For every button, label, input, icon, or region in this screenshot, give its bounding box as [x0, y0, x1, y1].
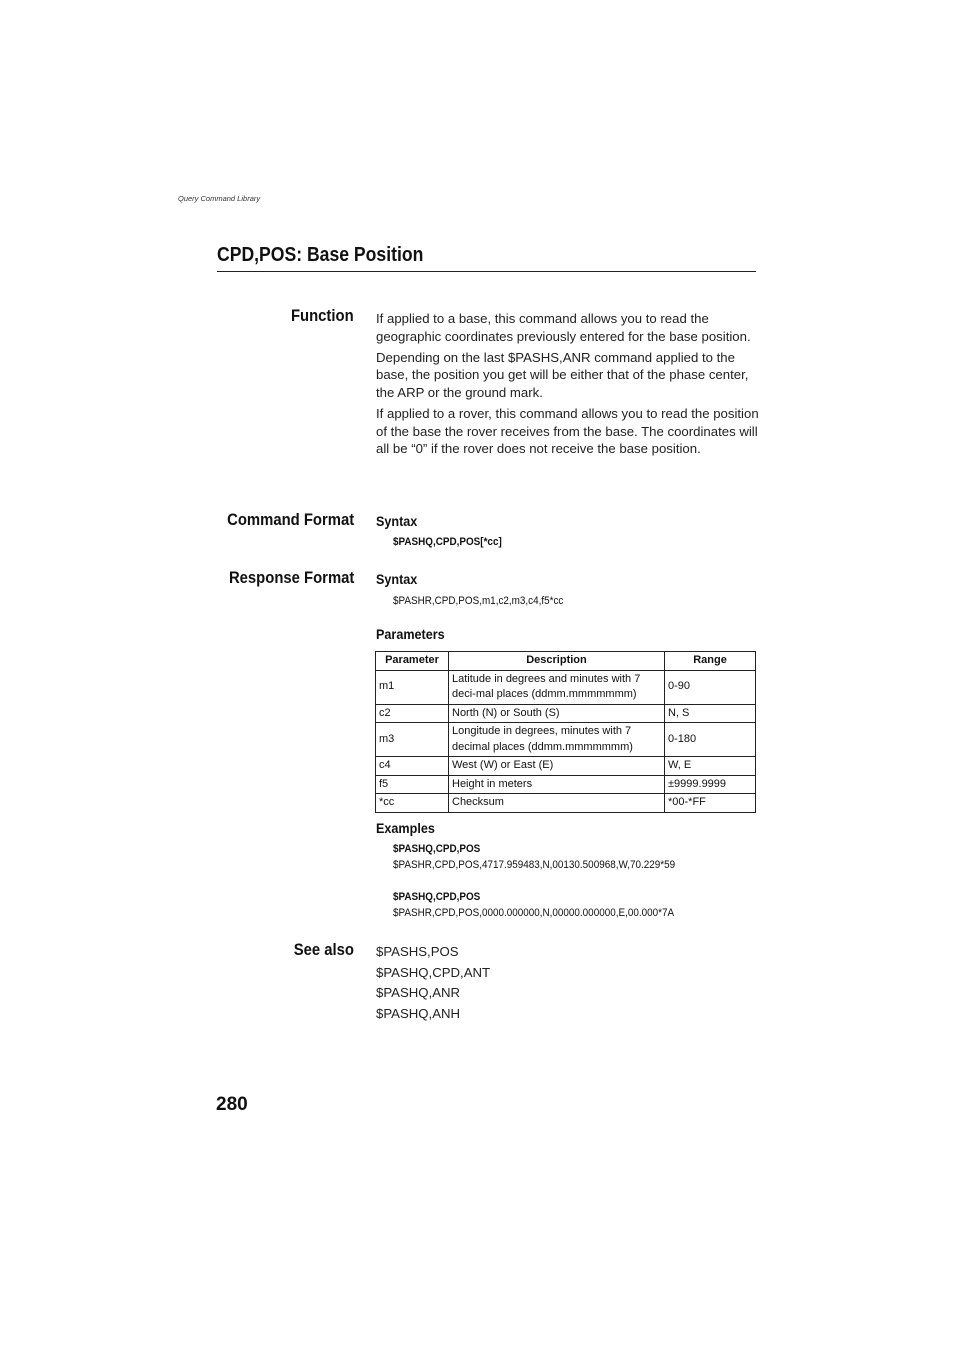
- cell-parameter: *cc: [376, 794, 449, 813]
- cell-parameter: c2: [376, 704, 449, 723]
- cell-range: 0-90: [665, 670, 756, 704]
- cell-range: 0-180: [665, 723, 756, 757]
- cell-description: Height in meters: [449, 775, 665, 794]
- example-2-query: $PASHQ,CPD,POS: [393, 891, 481, 903]
- cell-range: W, E: [665, 757, 756, 776]
- title-divider: [217, 271, 756, 272]
- parameters-table: [375, 651, 756, 813]
- table-header-row: [376, 652, 756, 671]
- response-syntax-label: Syntax: [376, 571, 418, 587]
- cell-range: ±9999.9999: [665, 775, 756, 794]
- command-syntax: $PASHQ,CPD,POS[*cc]: [393, 536, 502, 548]
- function-text: [376, 310, 760, 461]
- table-row: [376, 670, 756, 704]
- table-row: [376, 775, 756, 794]
- see-also-item: $PASHQ,ANR: [376, 985, 461, 1001]
- cell-description: North (N) or South (S): [449, 704, 665, 723]
- see-also-list: [376, 942, 490, 1025]
- see-also-item: $PASHQ,CPD,ANT: [376, 964, 491, 980]
- column-header-range: Range: [665, 652, 756, 671]
- page-number: 280: [216, 1094, 248, 1115]
- running-header: Query Command Library: [178, 194, 261, 203]
- table-row: [376, 757, 756, 776]
- see-also-heading: See also: [293, 941, 354, 959]
- cell-description: Latitude in degrees and minutes with 7 deci-mal places (ddmm.mmmmmmm): [449, 670, 665, 704]
- see-also-item: $PASHS,POS: [376, 944, 459, 959]
- column-header-description: Description: [449, 652, 665, 671]
- cell-parameter: m1: [376, 670, 449, 704]
- example-2-response: $PASHR,CPD,POS,0000.000000,N,00000.000000,E,00.000*7A: [393, 907, 675, 919]
- command-syntax-label: Syntax: [376, 513, 418, 529]
- function-paragraph-2: Depending on the last $PASHS,ANR command applied to the base, the position you get will be either that of the phase center, the ARP or the ground mark.: [376, 349, 749, 400]
- response-syntax: $PASHR,CPD,POS,m1,c2,m3,c4,f5*cc: [393, 595, 564, 607]
- cell-description: Checksum: [449, 794, 665, 813]
- command-format-heading: Command Format: [226, 511, 354, 529]
- see-also-item: $PASHQ,ANH: [376, 1006, 461, 1022]
- response-format-heading: Response Format: [228, 569, 354, 587]
- table-row: [376, 794, 756, 813]
- example-1-response: $PASHR,CPD,POS,4717.959483,N,00130.500968,W,70.229*59: [393, 859, 676, 871]
- cell-description: West (W) or East (E): [449, 757, 665, 776]
- cell-range: N, S: [665, 704, 756, 723]
- table-row: [376, 704, 756, 723]
- examples-label: Examples: [376, 820, 435, 836]
- function-paragraph-3: If applied to a rover, this command allows you to read the position of the base the rover receives from the base. The coordinates will all be “0” if the rover does not receive the base position.: [376, 405, 759, 457]
- cell-parameter: c4: [376, 757, 449, 776]
- function-paragraph-1: If applied to a base, this command allows you to read the geographic coordinates previously entered for the base position.: [376, 311, 751, 344]
- column-header-parameter: Parameter: [376, 652, 449, 671]
- function-heading: Function: [291, 307, 354, 325]
- cell-range: *00-*FF: [665, 794, 756, 813]
- cell-parameter: f5: [376, 775, 449, 794]
- page-title: CPD,POS: Base Position: [217, 244, 424, 266]
- cell-description: Longitude in degrees, minutes with 7 decimal places (ddmm.mmmmmmm): [449, 723, 665, 757]
- parameters-label: Parameters: [376, 626, 445, 642]
- cell-parameter: m3: [376, 723, 449, 757]
- example-1-query: $PASHQ,CPD,POS: [393, 843, 481, 855]
- table-row: [376, 723, 756, 757]
